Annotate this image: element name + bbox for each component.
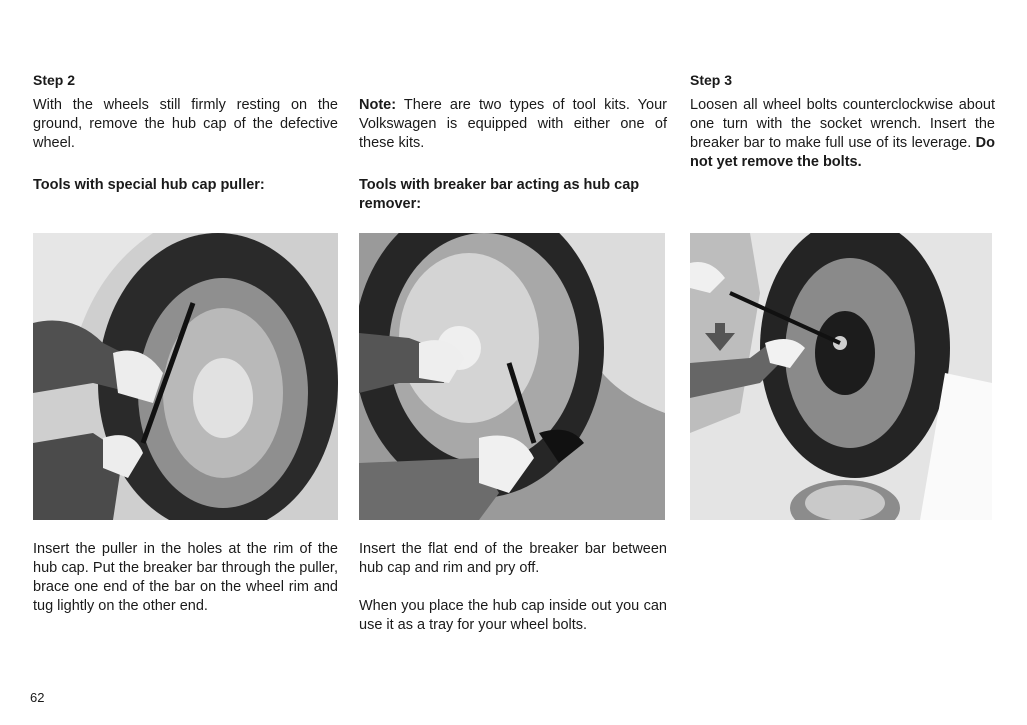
- step-3-text: [690, 96, 995, 172]
- photo-breaker-bar-hub-cap: [359, 233, 665, 520]
- step-3-heading: Step 3: [690, 72, 733, 88]
- note-label: Note:: [359, 97, 397, 113]
- photo-loosen-wheel-bolts: [690, 233, 992, 520]
- photo-hub-cap-puller-image: [33, 233, 338, 520]
- hub-cap-puller-caption: Insert the puller in the holes at the rim of the hub cap. Put the breaker bar through the puller, brace one end of the bar on the wheel rim and tug lightly on the other end.: [33, 541, 338, 614]
- tool-kit-note: [359, 96, 667, 153]
- photo-socket-wrench-image: [690, 233, 992, 520]
- note-text: There are two types of tool kits. Your Volkswagen is equipped with either one of these kits.: [359, 97, 667, 151]
- step-3-warning: Do not yet remove the bolts.: [690, 135, 996, 170]
- step-2-intro: With the wheels still firmly resting on the ground, remove the hub cap of the defective wheel.: [33, 97, 338, 151]
- photo-hub-cap-puller: [33, 233, 338, 520]
- breaker-bar-heading: Tools with breaker bar acting as hub cap remover:: [359, 177, 640, 212]
- hub-cap-puller-heading: Tools with special hub cap puller:: [33, 177, 265, 193]
- hub-cap-tray-caption: When you place the hub cap inside out you can use it as a tray for your wheel bolts.: [359, 598, 667, 633]
- step-2-heading: Step 2: [33, 72, 76, 88]
- step-3-instruction: Loosen all wheel bolts counterclockwise about one turn with the socket wrench. Insert the breaker bar to make full use of its leverage.: [690, 97, 995, 151]
- breaker-bar-caption: Insert the flat end of the breaker bar between hub cap and rim and pry off.: [359, 541, 667, 576]
- page-number: 62: [30, 690, 45, 705]
- photo-breaker-bar-image: [359, 233, 665, 520]
